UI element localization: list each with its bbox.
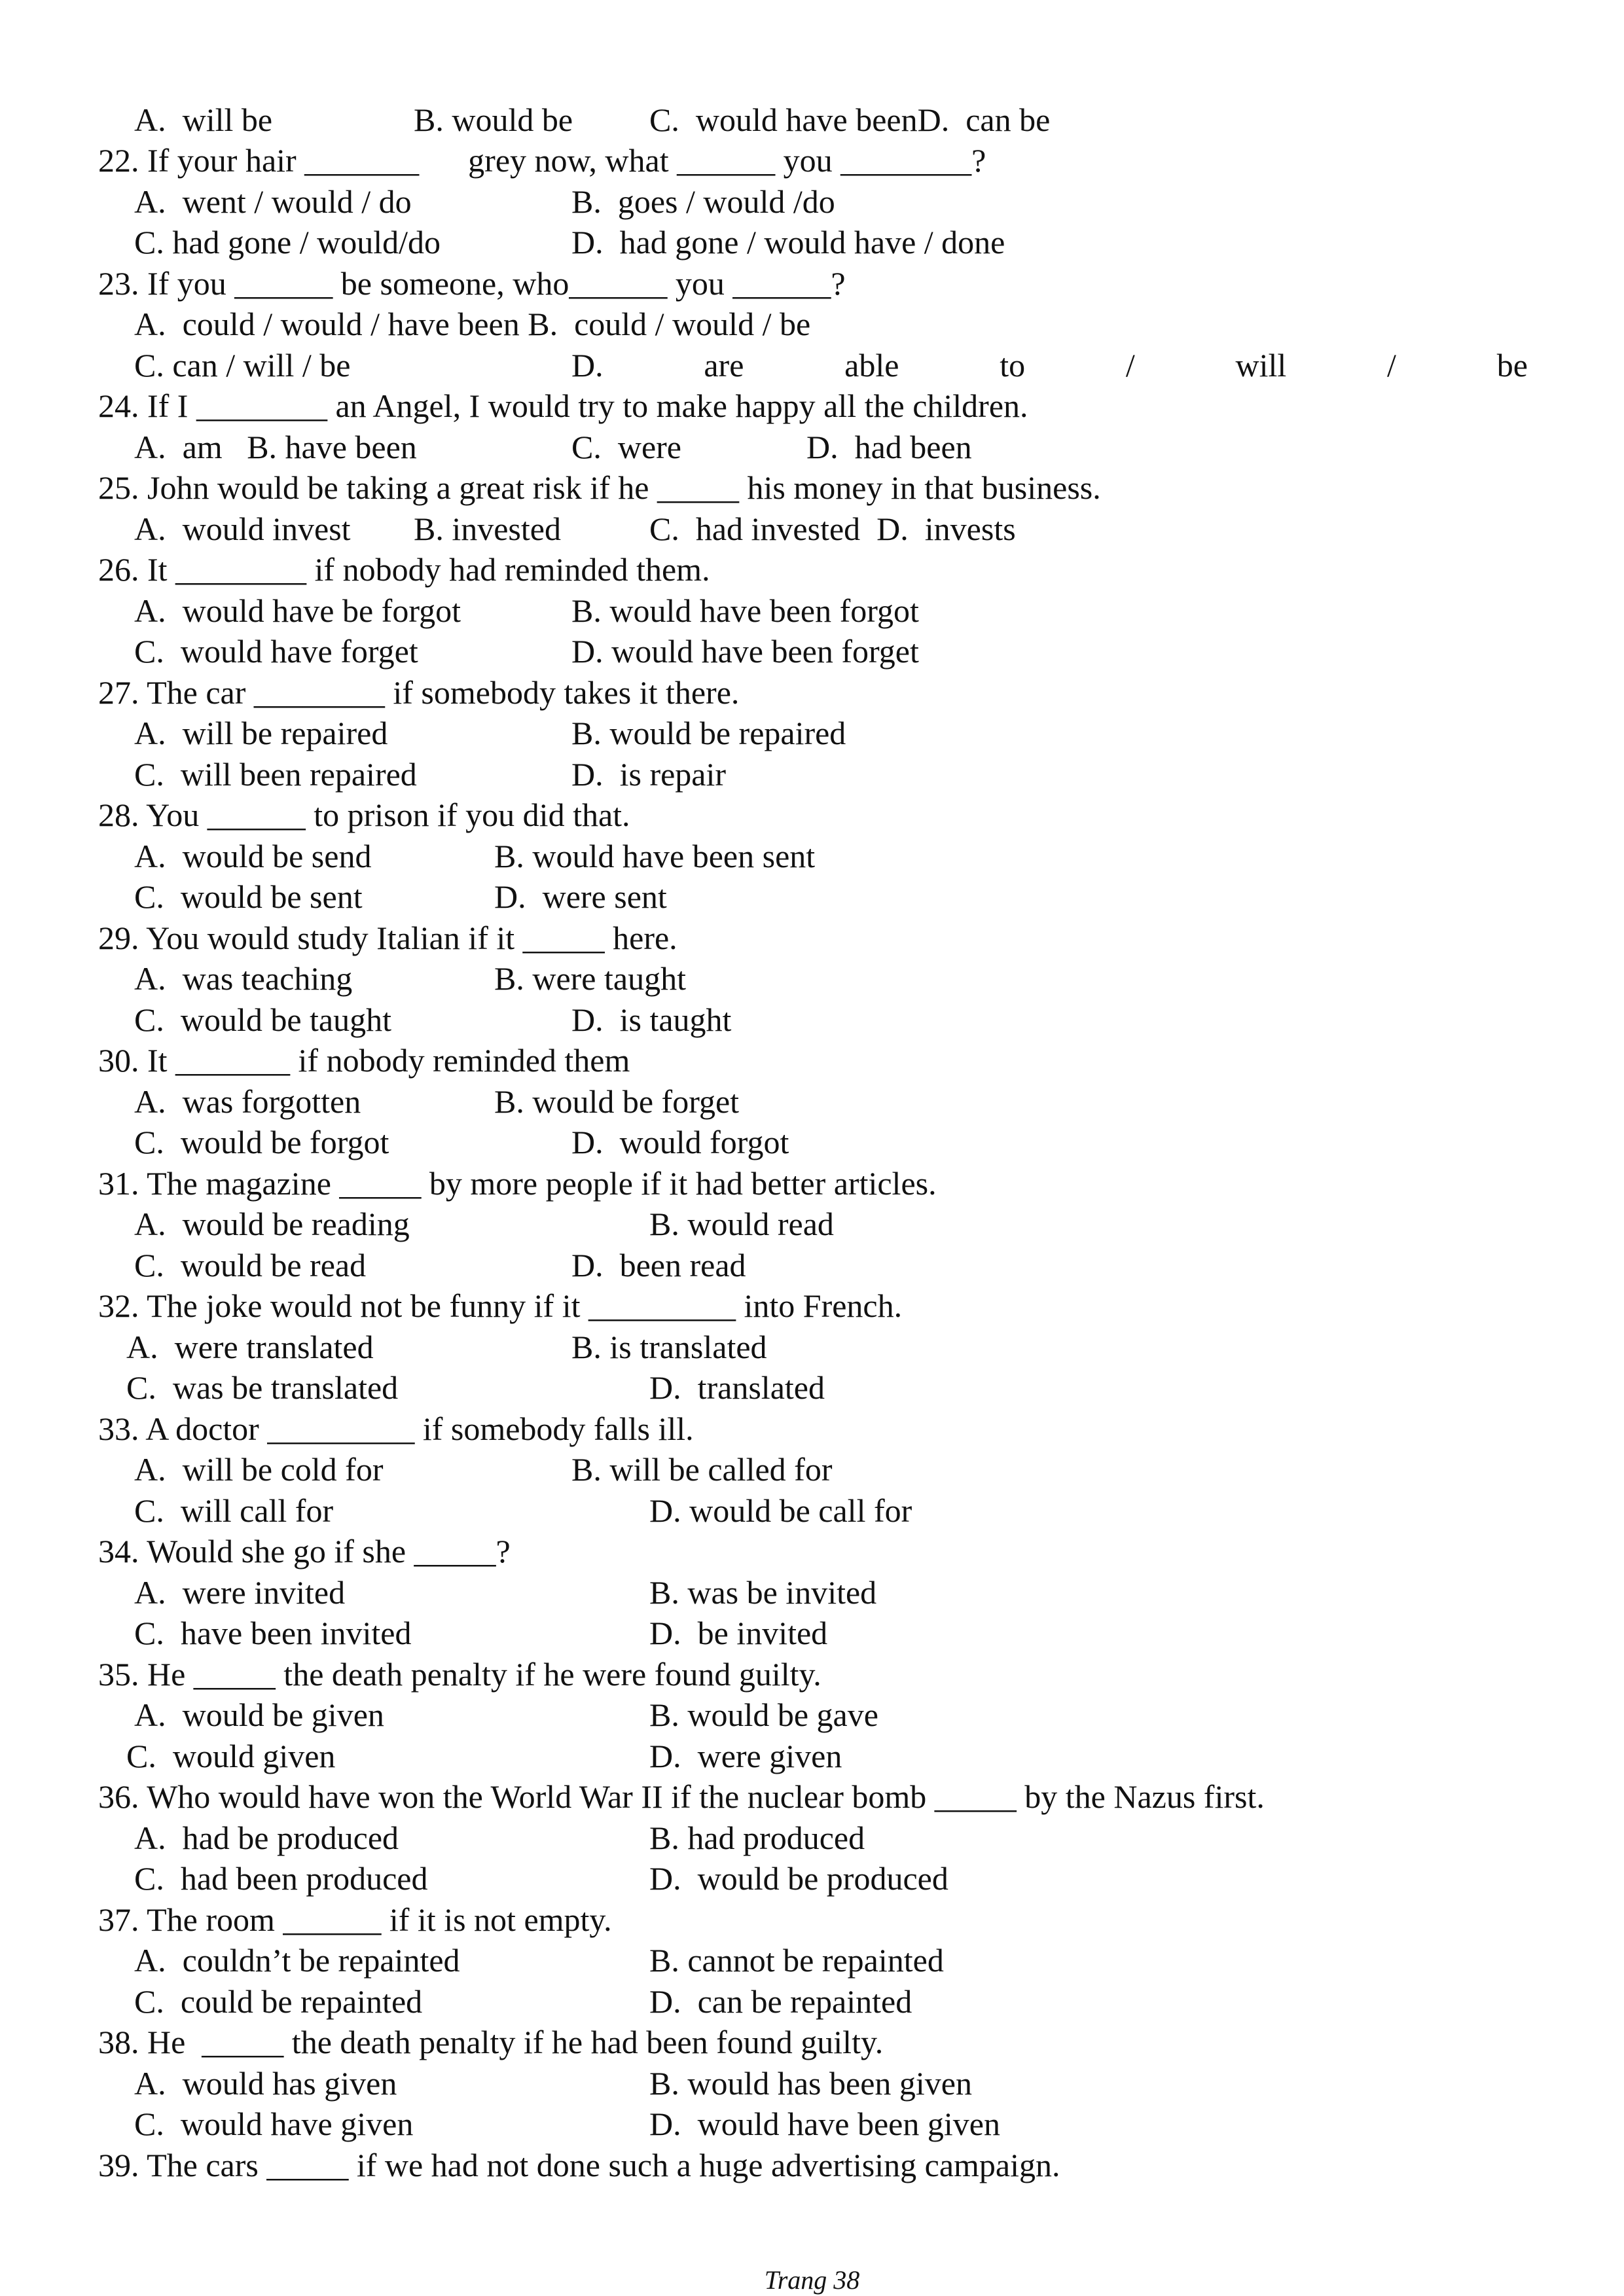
question-text: 29. You would study Italian if it _____ here. [98,920,677,956]
options-line [0,427,1624,467]
options-line [0,2104,1624,2144]
question-text: 34. Would she go if she _____? [98,1533,511,1570]
option-a: A. would invest [134,511,351,547]
question-text: 31. The magazine _____ by more people if it had better articles. [98,1165,937,1202]
question-text: 24. If I ________ an Angel, I would try to make happy all the children. [98,387,1028,424]
question-text: 28. You ______ to prison if you did that. [98,797,630,833]
question-32 [0,1285,1624,1326]
options-line [0,304,1624,344]
option-c: C. would have forget [134,633,418,670]
options-line [0,1122,1624,1162]
option-a: A. will be cold for [134,1451,384,1488]
question-35 [0,1654,1624,1695]
options-line [0,1940,1624,1981]
options-line [0,1367,1624,1408]
option-a: A. was forgotten [134,1083,361,1120]
option-d: D. is repair [571,756,727,793]
options-line [0,1572,1624,1613]
word: will [1235,347,1287,384]
option-b: B. would has been given [649,2065,972,2102]
option-c: C. were [571,429,681,465]
option-d: D. had been [806,429,972,465]
option-b: B. would be gave [649,1696,878,1733]
question-text: 32. The joke would not be funny if it _________ into French. [98,1287,903,1324]
option-b: B. goes / would /do [571,183,835,220]
question-33 [0,1408,1624,1449]
options-line [0,1613,1624,1653]
option-a: A. would be send [134,838,372,874]
option-d: D. were given [649,1738,842,1774]
options-line [0,345,1624,386]
option-c-d: C. had invested D. invests [649,511,1016,547]
question-36 [0,1776,1624,1817]
option-c: C. can / will / be [134,347,351,384]
options-line [0,222,1624,262]
word: be [1496,347,1528,384]
options-line [0,1327,1624,1367]
option-a: A. will be repaired [134,715,388,751]
option-a-b: A. could / would / have been B. could / would / be [134,306,811,342]
option-b: B. cannot be repainted [649,1942,944,1979]
options-line [0,836,1624,876]
option-c: C. would be taught [134,1001,392,1038]
option-c: C. would have given [134,2106,414,2142]
word: are [704,347,744,384]
word: / [1387,347,1396,384]
option-a: A. couldn’t be repainted [134,1942,460,1979]
question-text: 25. John would be taking a great risk if he _____ his money in that business. [98,469,1101,506]
word: able [844,347,899,384]
options-line [0,754,1624,795]
question-text: 36. Who would have won the World War II if the nuclear bomb _____ by the Nazus first. [98,1778,1265,1815]
word: D. [571,347,604,384]
option-d: D. would be produced [649,1860,948,1897]
option-c: C. have been invited [134,1615,412,1651]
options-line [0,1695,1624,1735]
option-b: B. were taught [494,960,686,997]
question-23 [0,263,1624,304]
option-b: B. would be [414,101,573,138]
options-line [0,958,1624,999]
options-line [0,1858,1624,1899]
option-c: C. would given [126,1738,336,1774]
option-c: C. will call for [134,1492,334,1529]
option-a: A. will be [134,101,273,138]
question-text: 35. He _____ the death penalty if he were found guilty. [98,1656,821,1693]
option-a: A. were translated [126,1329,374,1365]
question-28 [0,795,1624,835]
options-line [0,1449,1624,1490]
options-line [0,713,1624,753]
option-c: C. will been repaired [134,756,417,793]
question-text: 26. It ________ if nobody had reminded them. [98,551,710,588]
options-line [0,1081,1624,1122]
option-d: D. translated [649,1369,825,1406]
question-text: 37. The room ______ if it is not empty. [98,1901,612,1938]
question-30 [0,1040,1624,1081]
question-text: 22. If your hair _______ grey now, what ______ you ________? [98,142,986,179]
options-line [0,1490,1624,1531]
option-d: D. been read [571,1247,746,1283]
option-b: B. would have been sent [494,838,816,874]
option-b: B. invested [414,511,561,547]
options-line [0,1204,1624,1244]
option-b: B. had produced [649,1820,865,1856]
word: to [1000,347,1026,384]
option-a: A. had be produced [134,1820,399,1856]
option-d: D. can be repainted [649,1983,912,2020]
question-38 [0,2022,1624,2062]
option-c: C. could be repainted [134,1983,423,2020]
options-line [0,1736,1624,1776]
question-22 [0,140,1624,181]
options-line [0,181,1624,222]
option-b: B. would be repaired [571,715,846,751]
option-b: B. will be called for [571,1451,833,1488]
page-number: Trang 38 [764,2265,860,2295]
option-d: D. would be call for [649,1492,912,1529]
option-c-d: C. would have beenD. can be [649,101,1051,138]
option-a: A. went / would / do [134,183,412,220]
question-text: 27. The car ________ if somebody takes it there. [98,674,740,711]
option-c: C. had gone / would/do [134,224,441,260]
option-d: D. would have been forget [571,633,919,670]
question-37 [0,1899,1624,1940]
question-26 [0,549,1624,590]
option-d: D. be invited [649,1615,828,1651]
options-line [0,631,1624,672]
option-c: C. would be sent [134,878,363,915]
option-b: B. was be invited [649,1574,877,1611]
question-27 [0,672,1624,713]
question-34 [0,1531,1624,1571]
question-24 [0,386,1624,426]
option-a: A. would be reading [134,1206,410,1242]
options-line [0,876,1624,917]
option-a: A. would have be forgot [134,592,461,629]
question-text: 33. A doctor _________ if somebody falls ill. [98,1410,694,1447]
question-31 [0,1163,1624,1204]
option-a: A. would has given [134,2065,397,2102]
option-b: B. would have been forgot [571,592,919,629]
option-c: C. would be read [134,1247,367,1283]
option-a: A. would be given [134,1696,384,1733]
option-b: B. is translated [571,1329,767,1365]
option-c: C. would be forgot [134,1124,389,1160]
options-line [0,1981,1624,2022]
option-d: D. would forgot [571,1124,789,1160]
question-29 [0,918,1624,958]
option-d: D. is taught [571,1001,732,1038]
option-d: D. would have been given [649,2106,1000,2142]
options-line [0,1818,1624,1858]
option-b: B. would read [649,1206,834,1242]
options-line [0,999,1624,1040]
word: / [1125,347,1135,384]
question-25 [0,467,1624,508]
option-d-justified [571,345,1528,386]
options-line [0,99,1624,140]
options-line [0,509,1624,549]
option-a: A. were invited [134,1574,346,1611]
question-text: 23. If you ______ be someone, who______ you ______? [98,265,846,302]
option-a-b: A. am B. have been [134,429,417,465]
options-line [0,1245,1624,1285]
option-a: A. was teaching [134,960,353,997]
question-text: 39. The cars _____ if we had not done such a huge advertising campaign. [98,2147,1060,2183]
option-d: D. had gone / would have / done [571,224,1005,260]
option-c: C. was be translated [126,1369,399,1406]
options-line [0,590,1624,631]
option-b: B. would be forget [494,1083,740,1120]
options-line [0,2063,1624,2104]
option-c: C. had been produced [134,1860,428,1897]
question-39 [0,2145,1624,2185]
question-text: 38. He _____ the death penalty if he had been found guilty. [98,2024,884,2060]
question-text: 30. It _______ if nobody reminded them [98,1042,630,1079]
option-d: D. were sent [494,878,667,915]
